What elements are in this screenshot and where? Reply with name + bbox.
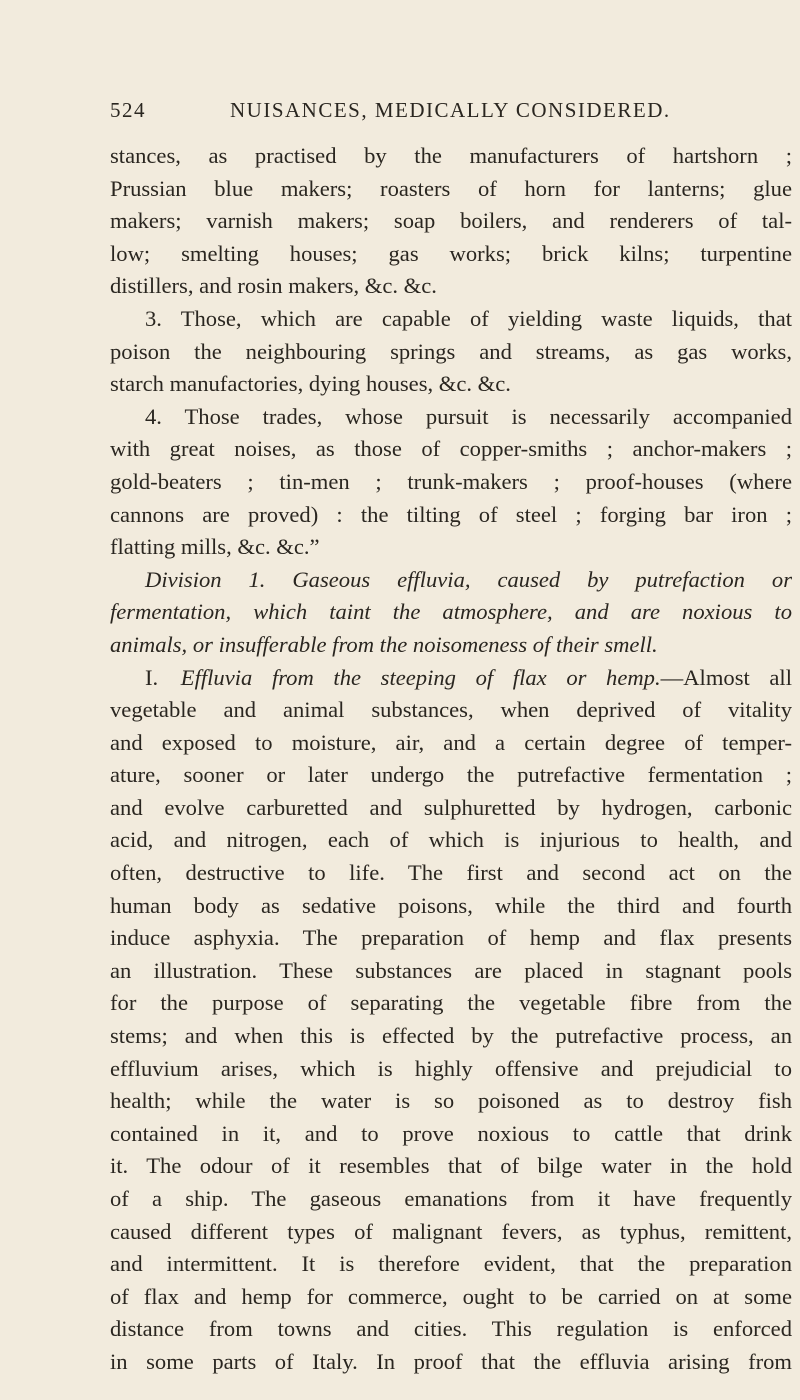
text-line: and intermittent. It is therefore evident, that the preparation [110, 1251, 792, 1277]
text-line [110, 662, 792, 695]
text-line: animals, or insufferable from the noisomeness of their smell. [110, 631, 658, 657]
text-line: flatting mills, &c. &c.” [110, 534, 320, 560]
text-line: health; while the water is so poisoned as to destroy fish [110, 1088, 792, 1114]
text-line: in some parts of Italy. In proof that the effluvia arising from [110, 1348, 792, 1374]
running-title: NUISANCES, MEDICALLY CONSIDERED. [230, 98, 671, 122]
text-line: makers; varnish makers; soap boilers, and renderers of tal- [110, 208, 792, 234]
text-line: often, destructive to life. The first and second act on the [110, 860, 792, 886]
text-line: Prussian blue makers; roasters of horn for lanterns; glue [110, 175, 792, 201]
text-line: low; smelting houses; gas works; brick kilns; turpentine [110, 240, 792, 266]
text-line: vegetable and animal substances, when deprived of vitality [110, 697, 792, 723]
page-number: 524 [110, 98, 146, 122]
text-line: it. The odour of it resembles that of bilge water in the hold [110, 1153, 792, 1179]
text-line: human body as sedative poisons, while the third and fourth [110, 892, 792, 918]
text-line: and evolve carburetted and sulphuretted by hydrogen, carbonic [110, 794, 792, 820]
text-line: an illustration. These substances are placed in stagnant pools [110, 957, 792, 983]
text-line: fermentation, which taint the atmosphere, and are noxious to [110, 599, 792, 625]
text-line: Division 1. Gaseous effluvia, caused by putrefaction or [145, 566, 792, 592]
text-line: with great noises, as those of copper-smiths ; anchor-makers ; [110, 436, 792, 462]
text-line: distillers, and rosin makers, &c. &c. [110, 273, 437, 299]
text-line: 3. Those, which are capable of yielding waste liquids, that [145, 305, 792, 331]
text-line: caused different types of malignant fevers, as typhus, remittent, [110, 1218, 792, 1244]
text-line: contained in it, and to prove noxious to cattle that drink [110, 1120, 792, 1146]
text-line: and exposed to moisture, air, and a certain degree of temper- [110, 729, 792, 755]
text-line: stances, as practised by the manufacturers of hartshorn ; [110, 143, 792, 168]
text-line: gold-beaters ; tin-men ; trunk-makers ; proof-houses (where [110, 468, 792, 494]
section-text: Almost all [683, 664, 792, 690]
section-heading: Effluvia from the steeping of flax or hemp. [180, 664, 661, 690]
text-line: poison the neighbouring springs and streams, as gas works, [110, 338, 792, 364]
text-line: cannons are proved) : the tilting of steel ; forging bar iron ; [110, 501, 792, 527]
body-text [110, 140, 792, 1379]
text-line: induce asphyxia. The preparation of hemp and flax presents [110, 925, 792, 951]
text-line: acid, and nitrogen, each of which is injurious to health, and [110, 827, 792, 853]
text-line: starch manufactories, dying houses, &c. &c. [110, 371, 511, 397]
text-line: effluvium arises, which is highly offensive and prejudicial to [110, 1055, 792, 1081]
em-dash: — [660, 664, 684, 690]
text-line: of flax and hemp for commerce, ought to be carried on at some [110, 1283, 792, 1309]
text-line: distance from towns and cities. This regulation is enforced [110, 1316, 792, 1342]
text-line: 4. Those trades, whose pursuit is necessarily accompanied [145, 403, 792, 429]
section-numeral: I. [145, 664, 159, 690]
text-line: of a ship. The gaseous emanations from it have frequently [110, 1186, 792, 1211]
running-header [110, 98, 750, 123]
text-line: ature, sooner or later undergo the putrefactive fermentation ; [110, 762, 792, 788]
text-line: stems; and when this is effected by the putrefactive process, an [110, 1023, 792, 1049]
text-line: for the purpose of separating the vegetable fibre from the [110, 990, 792, 1016]
